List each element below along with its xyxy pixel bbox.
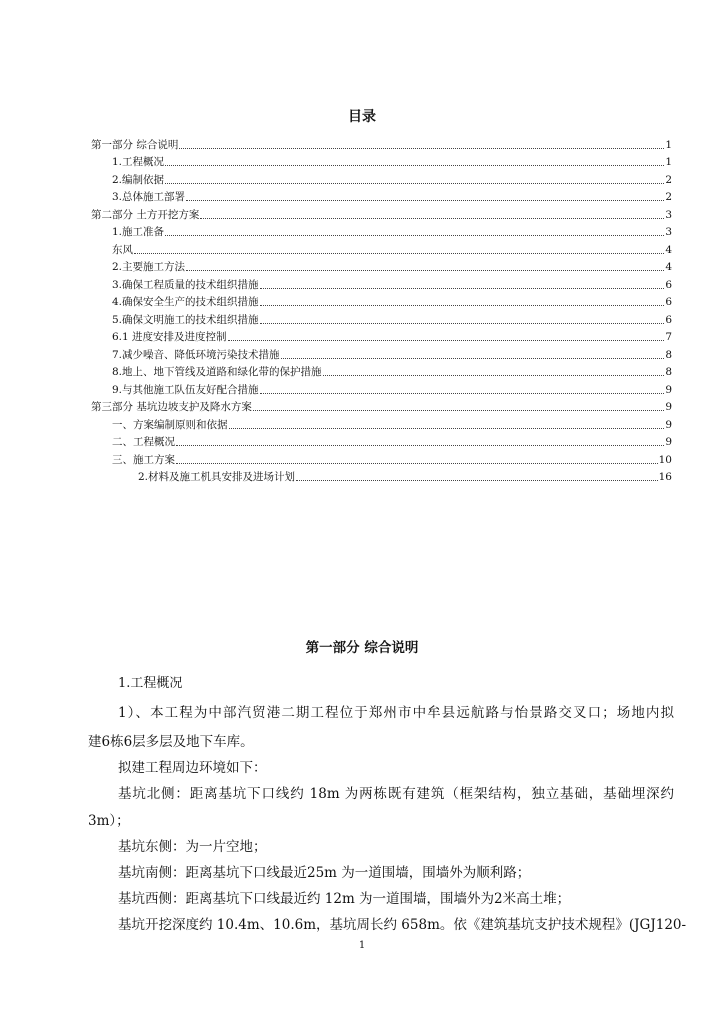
- paragraph-line: 1）、本工程为中部汽贸港二期工程位于郑州市中牟县远航路与怡景路交叉口；场地内拟: [118, 705, 674, 721]
- toc-entry[interactable]: 4.确保安全生产的技术组织措施 6: [112, 296, 672, 308]
- toc-entry[interactable]: 6.1 进度安排及进度控制 7: [112, 331, 672, 343]
- section-title: 第一部分 综合说明: [305, 640, 419, 656]
- toc-entry[interactable]: 9.与其他施工队伍友好配合措施 9: [112, 383, 672, 396]
- toc-entry[interactable]: 二、工程概况 9: [112, 436, 672, 448]
- toc-entry[interactable]: 8.地上、地下管线及道路和绿化带的保护措施 8: [112, 366, 672, 378]
- paragraph-line: 基坑开挖深度约 10.4m、10.6m，基坑周长约 658m。依《建筑基坑支护技术规程》(JGJ120-: [118, 917, 687, 933]
- toc-title: 目录: [348, 109, 376, 125]
- toc-entry[interactable]: 东风 4: [112, 243, 672, 256]
- paragraph-line: 基坑西侧：距离基坑下口线最近约 12m 为一道围墙，围墙外为2米高土堆；: [118, 891, 571, 907]
- paragraph-line: 基坑南侧：距离基坑下口线最近25m 为一道围墙，围墙外为顺利路；: [118, 865, 531, 881]
- toc-entry[interactable]: 2.编制依据 2: [112, 173, 672, 186]
- paragraph-line: 建6栋6层多层及地下车库。: [88, 734, 254, 750]
- paragraph-line: 基坑东侧：为一片空地；: [118, 839, 267, 855]
- toc-entry[interactable]: 7.减少噪音、降低环境污染技术措施 8: [112, 348, 672, 361]
- toc-entry[interactable]: 2.材料及施工机具安排及进场计划 16: [138, 471, 672, 483]
- toc-entry[interactable]: 第二部分 土方开挖方案 3: [91, 208, 672, 221]
- paragraph-line: 3m）；: [88, 813, 130, 829]
- paragraph-line: 基坑北侧：距离基坑下口线约 18m 为两栋既有建筑（框架结构，独立基础，基础埋深约: [118, 786, 674, 802]
- toc-entry[interactable]: 三、施工方案 10: [112, 453, 672, 466]
- toc-entry[interactable]: 一、方案编制原则和依据 9: [112, 418, 672, 431]
- toc-entry[interactable]: 3.总体施工部署 2: [112, 191, 672, 203]
- toc-entry[interactable]: 2.主要施工方法 4: [112, 261, 672, 273]
- toc-entry[interactable]: 第一部分 综合说明 1: [91, 138, 672, 151]
- page-number: 1: [358, 940, 366, 951]
- toc-entry[interactable]: 第三部分 基坑边坡支护及降水方案 9: [91, 401, 672, 413]
- toc-entry[interactable]: 1.工程概况 1: [112, 156, 672, 168]
- toc-entry[interactable]: 5.确保文明施工的技术组织措施 6: [112, 313, 672, 326]
- table-of-contents: [91, 134, 672, 484]
- subheading: 1.工程概况: [118, 676, 183, 691]
- toc-entry[interactable]: 3.确保工程质量的技术组织措施 6: [112, 278, 672, 291]
- toc-entry[interactable]: 1.施工准备 3: [112, 226, 672, 238]
- paragraph-line: 拟建工程周边环境如下：: [118, 760, 267, 776]
